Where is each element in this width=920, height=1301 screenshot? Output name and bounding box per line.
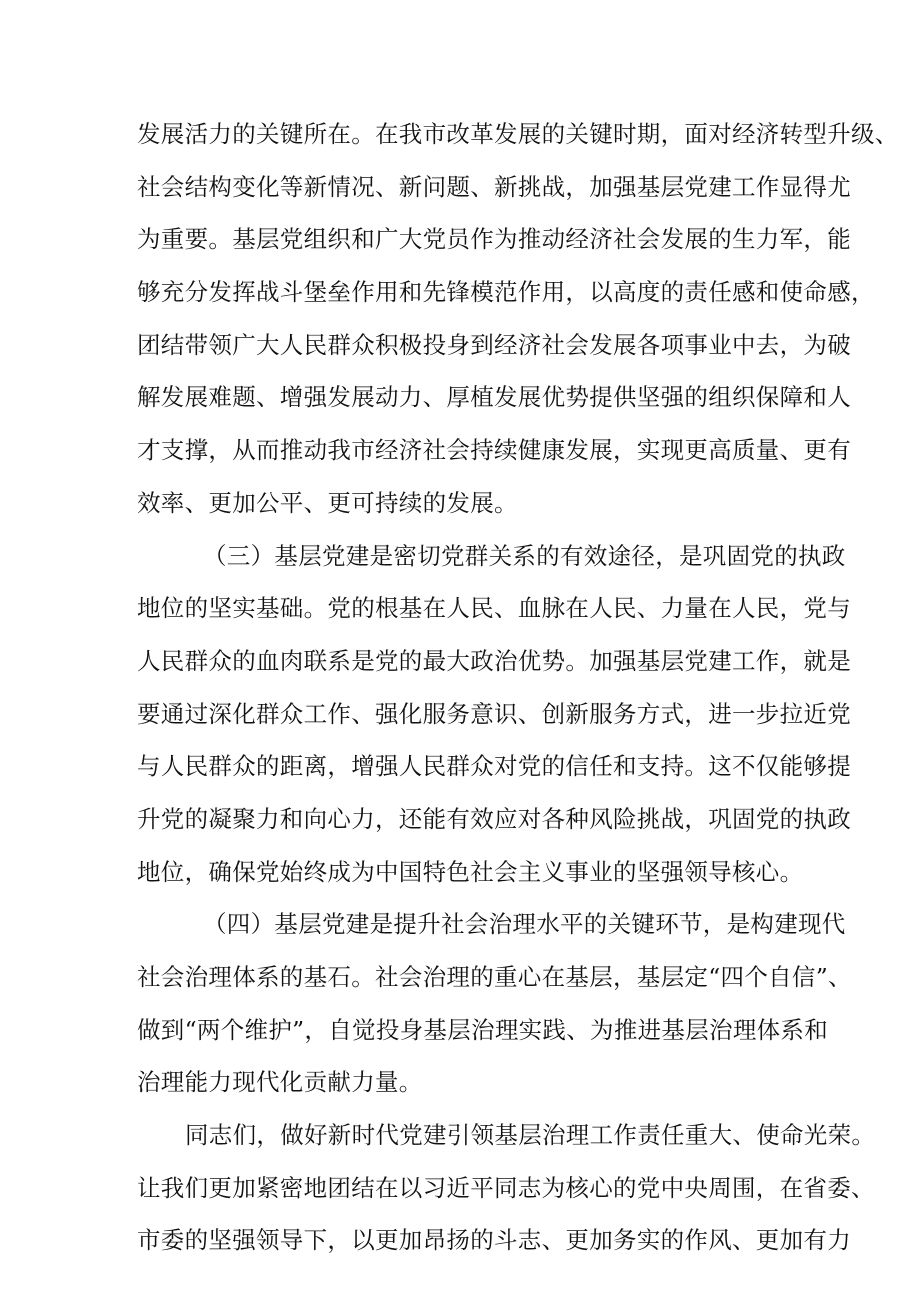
- text-line: 解发展难题、增强发展动力、厚植发展优势提供坚强的组织保障和人: [137, 383, 851, 412]
- text-line: 治理能力现代化贡献力量。: [137, 1068, 423, 1097]
- text-line: 同志们，做好新时代党建引领基层治理工作责任重大、使命光荣。: [185, 1121, 876, 1150]
- text-line: （三）基层党建是密切党群关系的有效途径，是巩固党的执政: [203, 541, 846, 570]
- text-line: 做到“两个维护”，自觉投身基层治理实践、为推进基层治理体系和: [137, 1015, 829, 1044]
- text-line: 才支撑，从而推动我市经济社会持续健康发展，实现更高质量、更有: [137, 436, 851, 465]
- text-line: 团结带领广大人民群众积极投身到经济社会发展各项事业中去，为破: [137, 330, 851, 359]
- text-line: 效率、更加公平、更可持续的发展。: [137, 488, 518, 517]
- text-line: 发展活力的关键所在。在我市改革发展的关键时期，面对经济转型升级、: [137, 120, 899, 148]
- text-line: 人民群众的血肉联系是党的最大政治优势。加强基层党建工作，就是: [137, 646, 851, 675]
- text-line: 市委的坚强领导下，以更加昂扬的斗志、更加务实的作风、更加有力: [137, 1226, 851, 1255]
- text-line: 为重要。基层党组织和广大党员作为推动经济社会发展的生力军，能: [137, 225, 851, 254]
- text-line: 够充分发挥战斗堡垒作用和先锋模范作用，以高度的责任感和使命感，: [137, 278, 875, 307]
- text-line: 社会结构变化等新情况、新问题、新挑战，加强基层党建工作显得尤: [137, 172, 851, 201]
- text-line: 地位的坚实基础。党的根基在人民、血脉在人民、力量在人民，党与: [137, 594, 851, 623]
- text-line: 升党的凝聚力和向心力，还能有效应对各种风险挑战，巩固党的执政: [137, 804, 851, 833]
- document-body: [137, 108, 899, 1267]
- text-line: 与人民群众的距离，增强人民群众对党的信任和支持。这不仅能够提: [137, 752, 851, 781]
- text-line: 社会治理体系的基石。社会治理的重心在基层，基层定“四个自信”、: [137, 963, 852, 991]
- text-line: （四）基层党建是提升社会治理水平的关键环节，是构建现代: [203, 910, 846, 939]
- text-line: 要通过深化群众工作、强化服务意识、创新服务方式，进一步拉近党: [137, 699, 851, 728]
- text-line: 让我们更加紧密地团结在以习近平同志为核心的党中央周围，在省委、: [137, 1173, 875, 1202]
- text-line: 地位，确保党始终成为中国特色社会主义事业的坚强领导核心。: [137, 857, 804, 886]
